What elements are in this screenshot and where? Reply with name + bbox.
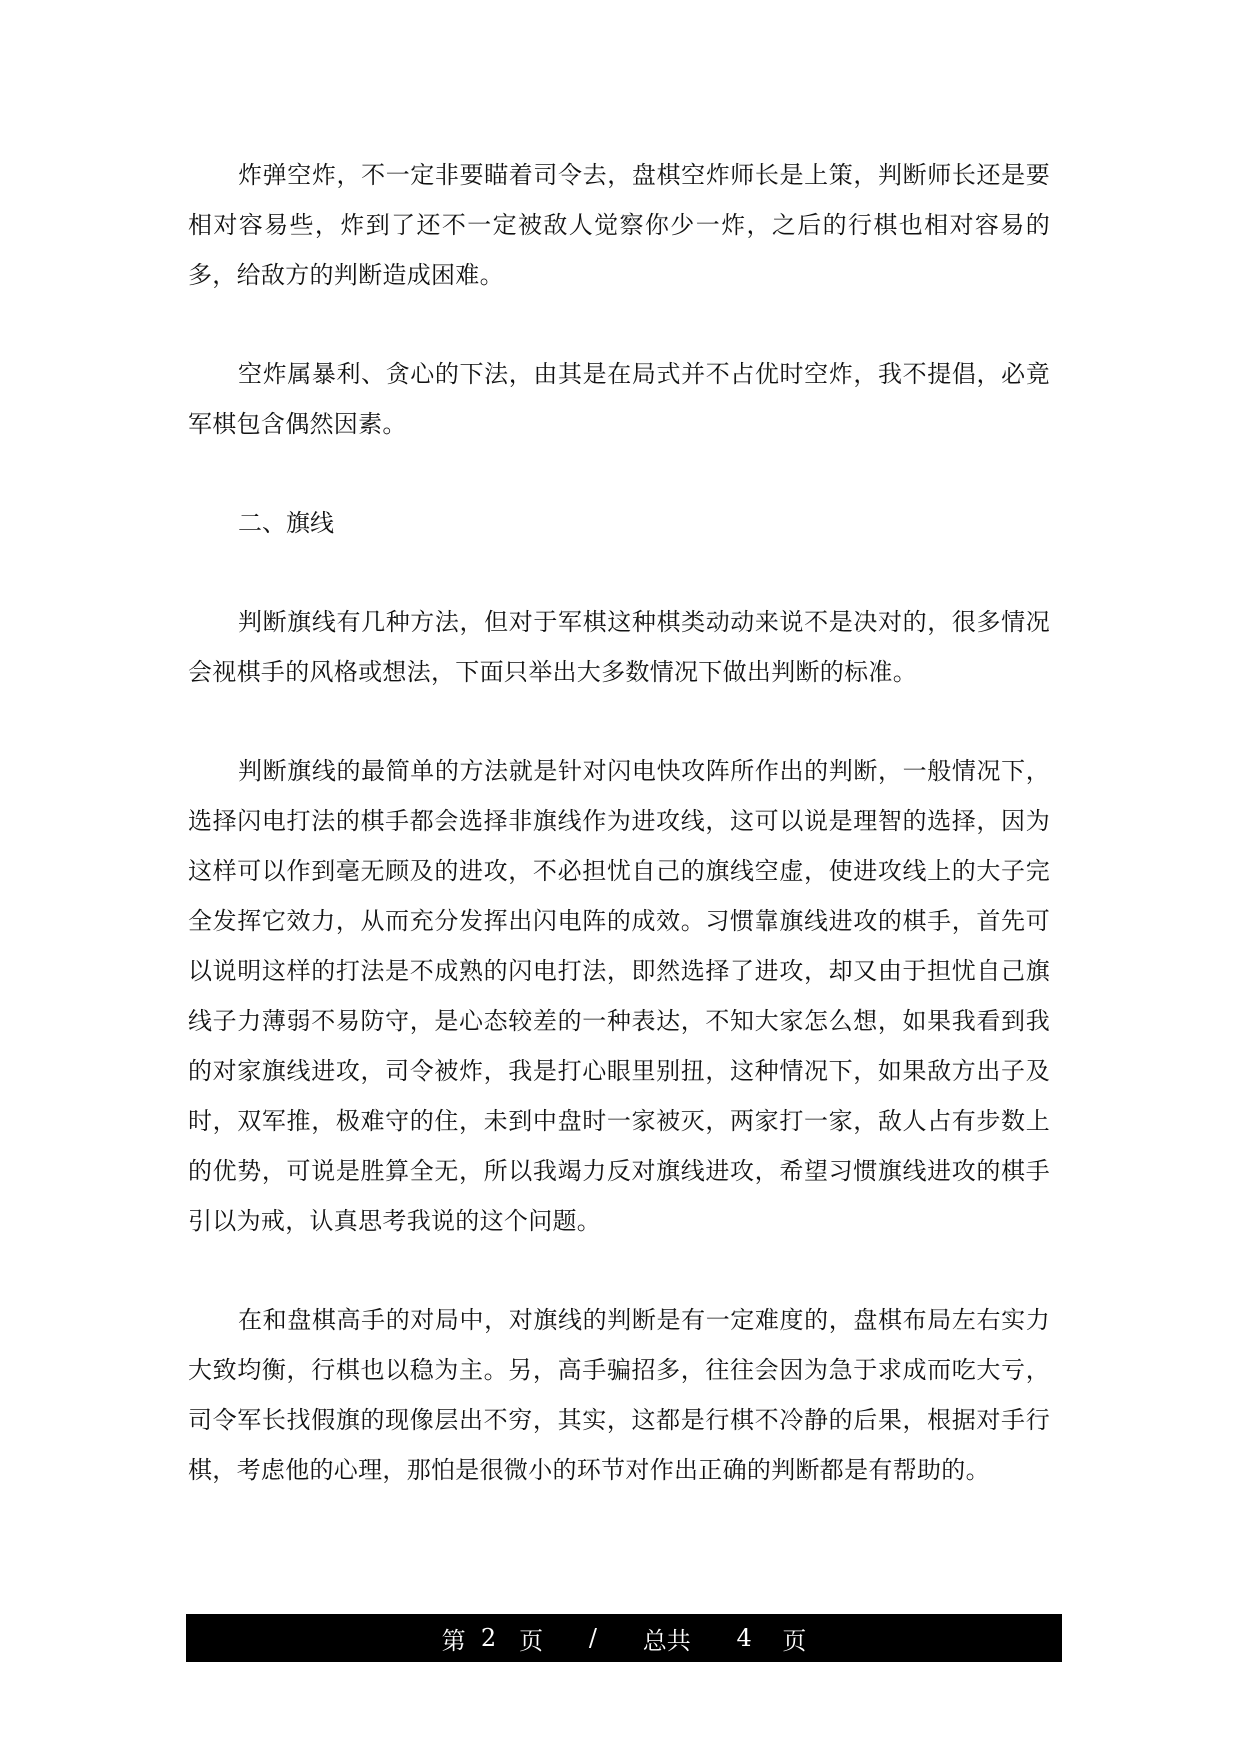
document-body xyxy=(188,150,1050,1544)
paragraph-air-bomb: 炸弹空炸，不一定非要瞄着司令去，盘棋空炸师长是上策，判断师长还是要相对容易些，炸到了还不一定被敌人觉察你少一炸，之后的行棋也相对容易的多，给敌方的判断造成困难。 xyxy=(188,161,1050,289)
footer-page-prefix: 第 xyxy=(441,1626,466,1655)
paragraph-flag-line-blitz: 判断旗线的最简单的方法就是针对闪电快攻阵所作出的判断，一般情况下，选择闪电打法的棋手都会选择非旗线作为进攻线，这可以说是理智的选择，因为这样可以作到毫无顾及的进攻，不必担忧自己的旗线空虚，使进攻线上的大子完全发挥它效力，从而充分发挥出闪电阵的成效。习惯靠旗线进攻的棋手，首先可以说明这样的打法是不成熟的闪电打法，即然选择了进攻，却又由于担忧自己旗线子力薄弱不易防守，是心态较差的一种表达，不知大家怎么想，如果我看到我的对家旗线进攻，司令被炸，我是打心眼里别扭，这种情况下，如果敌方出子及时，双军推，极难守的住，未到中盘时一家被灭，两家打一家，敌人占有步数上的优势，可说是胜算全无，所以我竭力反对旗线进攻，希望习惯旗线进攻的棋手引以为戒，认真思考我说的这个问题。 xyxy=(188,757,1050,1235)
footer-page-unit: 页 xyxy=(519,1626,544,1655)
paragraph-air-bomb-caution: 空炸属暴利、贪心的下法，由其是在局式并不占优时空炸，我不提倡，必竟军棋包含偶然因素。 xyxy=(188,360,1050,438)
paragraph-flag-line-methods: 判断旗线有几种方法，但对于军棋这种棋类动动来说不是决对的，很多情况会视棋手的风格或想法，下面只举出大多数情况下做出判断的标准。 xyxy=(188,608,1050,686)
section-heading-flag-line: 二、旗线 xyxy=(238,509,334,537)
footer-separator: / xyxy=(588,1624,597,1652)
footer-total-label: 总共 xyxy=(642,1626,691,1655)
footer-current-page: 2 xyxy=(480,1624,497,1652)
footer-total-pages: 4 xyxy=(736,1624,752,1652)
footer-total-unit: 页 xyxy=(782,1626,807,1655)
paragraph-flag-line-experts: 在和盘棋高手的对局中，对旗线的判断是有一定难度的，盘棋布局左右实力大致均衡，行棋也以稳为主。另，高手骗招多，往往会因为急于求成而吃大亏，司令军长找假旗的现像层出不穷，其实，这都是行棋不冷静的后果，根据对手行棋，考虑他的心理，那怕是很微小的环节对作出正确的判断都是有帮助的。 xyxy=(188,1306,1050,1484)
page-footer xyxy=(186,1614,1062,1662)
